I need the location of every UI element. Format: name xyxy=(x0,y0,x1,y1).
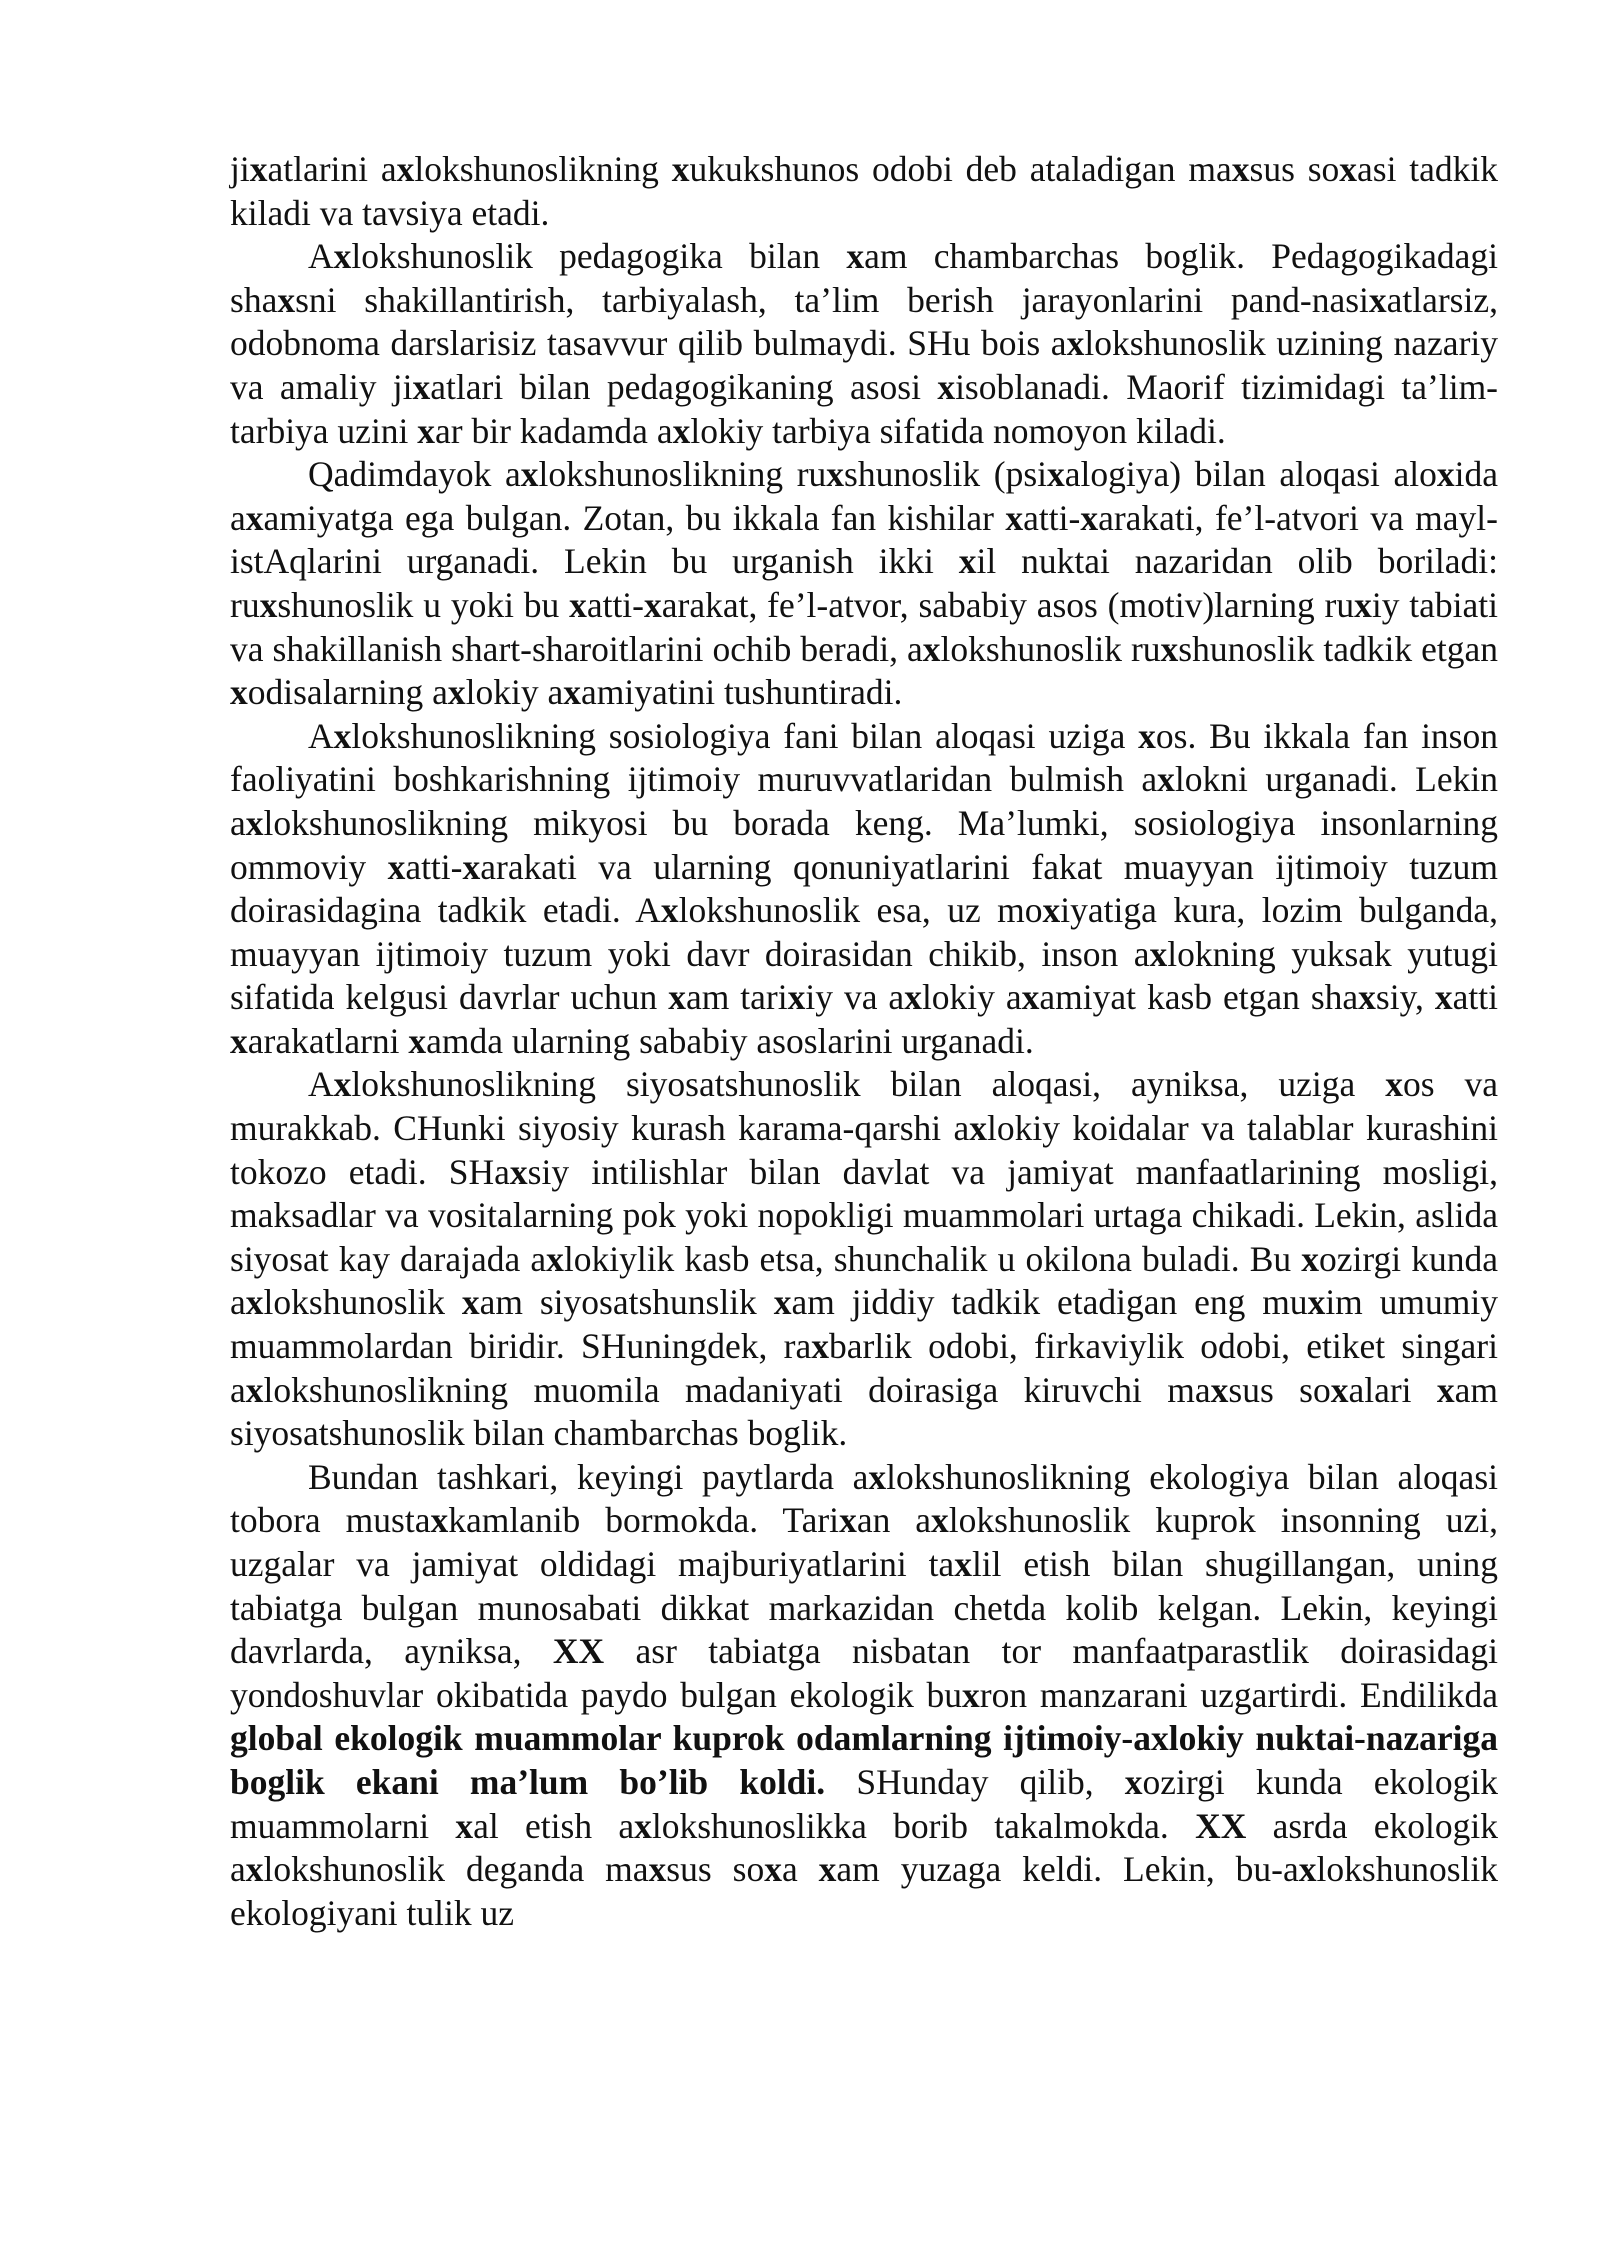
text-run: lokshunoslikning mikyosi bu borada keng. Ma’lumki, sosiologiya insonlarning ommoviy xyxy=(230,802,1498,887)
text-run: lokni urganadi. Lekin a xyxy=(230,759,1498,843)
bold-text-run: x xyxy=(846,236,865,277)
bold-text-run: x xyxy=(1080,497,1099,538)
bold-text-run: x xyxy=(1066,323,1085,364)
bold-text-run: x xyxy=(1436,454,1455,495)
text-run: lokshunoslik pedagogika bilan xyxy=(351,236,847,277)
bold-text-run: x xyxy=(417,410,436,451)
bold-text-run: x xyxy=(954,1544,972,1584)
text-run: lokshunoslik esa, uz mo xyxy=(678,890,1043,931)
bold-text-run: x xyxy=(396,149,415,189)
bold-text-run: x xyxy=(958,541,977,582)
bold-text-run: x xyxy=(868,1456,887,1497)
text-run: sus so xyxy=(666,1849,765,1890)
text-run: lokshunoslikning xyxy=(414,149,672,189)
text-run: lokiy koidalar va talablar kurashini tokozo etadi. SHa xyxy=(230,1108,1498,1192)
bold-text-run: x xyxy=(245,497,264,538)
text-run: arakat, fe’l-atvor, sababiy asos (motiv)larning ru xyxy=(661,584,1355,625)
text-run: iy tabiati va shakillanish shart-sharoitlarini ochib beradi, a xyxy=(230,584,1498,669)
bold-text-run: x xyxy=(1042,890,1061,931)
bold-text-run: x xyxy=(811,1326,829,1367)
bold-text-run: x xyxy=(333,236,352,277)
text-run: arakatlarni xyxy=(247,1020,409,1061)
bold-text-run: x xyxy=(1231,149,1250,189)
text-run: siy, xyxy=(1375,977,1435,1018)
text-run: lokiy a xyxy=(921,977,1022,1018)
bold-text-run: x xyxy=(546,1238,564,1279)
bold-text-run: x xyxy=(1157,759,1175,800)
text-run: sus so xyxy=(1249,149,1340,189)
text-run: lokshunoslik uzining nazariy va amaliy ji xyxy=(230,323,1498,407)
bold-text-run: x xyxy=(1005,497,1024,538)
text-run: a xyxy=(781,1849,819,1890)
text-run: Bundan tashkari, keyingi paytlarda a xyxy=(308,1456,869,1497)
text-run: il nuktai nazaridan olib boriladi: ru xyxy=(230,541,1498,625)
text-run: asr tabiatga nisbatan tor manfaatparastlik doirasidagi yondoshuvlar okibatida paydo bulgan ekologik bu xyxy=(230,1631,1499,1715)
bold-text-run: x xyxy=(1047,454,1065,495)
bold-text-run: x xyxy=(1021,977,1040,1018)
bold-text-run: x xyxy=(1124,1761,1143,1802)
bold-text-run: x xyxy=(569,584,587,625)
text-run: lokshunoslik deganda ma xyxy=(263,1849,649,1890)
bold-text-run: x xyxy=(520,454,539,495)
bold-text-run: x xyxy=(1354,584,1372,625)
bold-text-run: x xyxy=(1358,977,1376,1018)
paragraph-3 xyxy=(230,453,1498,715)
text-run: lokiy tarbiya sifatida nomoyon kiladi. xyxy=(690,410,1226,451)
paragraph-2 xyxy=(230,235,1498,453)
text-run: am tari xyxy=(685,977,788,1018)
bold-text-run: x xyxy=(826,454,845,495)
bold-text-run: x xyxy=(668,977,686,1018)
bold-text-run: x xyxy=(644,584,662,625)
text-run: atti- xyxy=(1023,497,1081,538)
bold-text-run: x xyxy=(1160,628,1179,669)
bold-text-run: x xyxy=(412,366,431,407)
bold-text-run: x xyxy=(230,672,248,713)
text-run: shunoslik tadkik etgan xyxy=(1178,628,1499,669)
bold-text-run: x xyxy=(1210,1369,1229,1410)
text-run: isoblanadi. Maorif tizimidagi ta’lim-tarbiya uzini xyxy=(230,366,1499,451)
bold-text-run: x xyxy=(1368,279,1387,320)
bold-text-run: x xyxy=(922,628,941,669)
paragraph-6 xyxy=(230,1456,1498,1936)
text-run: lokshunoslikka borib takalmokda. xyxy=(651,1805,1196,1846)
text-run: am chambarchas boglik. Pedagogikadagi sha xyxy=(230,236,1498,320)
bold-text-run: x xyxy=(408,1020,427,1061)
bold-text-run: x xyxy=(333,715,352,756)
text-run: barlik odobi, firkaviylik odobi, etiket singari a xyxy=(230,1326,1498,1410)
bold-text-run: x xyxy=(787,977,806,1018)
bold-text-run: x xyxy=(563,672,581,713)
text-run: lokshunoslik xyxy=(263,1282,462,1323)
text-run: os. Bu ikkala fan inson faoliyatini boshkarishning ijtimoiy muruvvatlaridan bulmish a xyxy=(230,715,1498,800)
bold-text-run: x xyxy=(1434,977,1453,1018)
text-run: am yuzaga keldi. Lekin, bu-a xyxy=(836,1849,1299,1890)
bold-text-run: x xyxy=(1301,1238,1319,1279)
bold-text-run: x xyxy=(904,977,922,1018)
text-run: arakati va ularning qonuniyatlarini fakat muayyan ijtimoiy tuzum doirasidagina tadkik etadi. A xyxy=(230,846,1499,931)
text-run: lokiy a xyxy=(465,672,564,713)
text-run: amiyatga ega bulgan. Zotan, bu ikkala fan kishilar xyxy=(263,497,1006,538)
text-run: atti- xyxy=(586,584,644,625)
bold-text-run: x xyxy=(430,1500,449,1541)
text-run: alari xyxy=(1348,1369,1437,1410)
text-run: SHunday qilib, xyxy=(825,1761,1125,1802)
bold-text-run: x xyxy=(462,846,481,887)
bold-text-run: x xyxy=(660,890,679,931)
text-run: lokshunoslikning muomila madaniyati doirasiga kiruvchi ma xyxy=(263,1369,1211,1410)
text-run: asi tadkik kiladi va tavsiya etadi. xyxy=(230,149,1498,233)
text-run: im umumiy muammolardan biridir. SHuningdek, ra xyxy=(230,1282,1498,1367)
bold-text-run: x xyxy=(447,672,466,713)
bold-text-run: x xyxy=(773,1282,792,1323)
text-run: am siyosatshunoslik bilan chambarchas boglik. xyxy=(230,1369,1498,1454)
text-run: shunoslik u yoki bu xyxy=(277,584,570,625)
text-run: iy va a xyxy=(805,977,905,1018)
text-run: sus so xyxy=(1228,1369,1331,1410)
text-run: lokiylik kasb etsa, shunchalik u okilona buladi. Bu xyxy=(563,1238,1302,1279)
bold-text-run: x xyxy=(1149,933,1168,974)
bold-text-run: x xyxy=(259,584,278,625)
bold-text-run: x xyxy=(245,1282,264,1323)
text-run: asrda ekologik a xyxy=(230,1805,1498,1890)
text-run: ron manzarani uzgartirdi. Endilikda xyxy=(979,1674,1498,1715)
bold-text-run: x xyxy=(634,1805,652,1846)
text-run: lokshunoslikning sosiologiya fani bilan aloqasi uziga xyxy=(351,715,1139,756)
bold-text-run: x xyxy=(1138,715,1156,756)
text-run: A xyxy=(308,1064,334,1105)
text-run: iyatiga kura, lozim bulganda, muayyan ijtimoiy tuzum yoki davr doirasidan chikib, inson a xyxy=(230,890,1499,974)
text-run: lokshunoslik kuprok insonning uzi, uzgalar va jamiyat oldidagi majburiyatlarini ta xyxy=(230,1500,1499,1584)
bold-text-run: x xyxy=(230,1020,248,1061)
text-run: ar bir kadamda a xyxy=(435,410,673,451)
text-run: lil etish bilan shugillangan, uning tabiatga bulgan munosabati dikkat markazidan chetda kolib kelgan. Lekin, keyingi davrlarda, ayniksa, xyxy=(230,1544,1498,1672)
bold-text-run: XX xyxy=(1195,1805,1247,1846)
text-run: shunoslik (psi xyxy=(844,454,1048,495)
text-run: lokshunoslikning ekologiya bilan aloqasi tobora musta xyxy=(230,1456,1498,1541)
bold-text-run: x xyxy=(962,1674,980,1715)
text-run: A xyxy=(308,236,334,277)
text-run: Qadimdayok a xyxy=(308,454,521,495)
text-run: am siyosatshunslik xyxy=(479,1282,774,1323)
bold-text-run: x xyxy=(461,1282,480,1323)
bold-text-run: x xyxy=(839,1500,857,1541)
text-run: an a xyxy=(856,1500,932,1541)
text-run: atlari bilan pedagogikaning asosi xyxy=(430,366,938,407)
text-run: ji xyxy=(230,149,250,189)
text-run: al etish a xyxy=(473,1805,635,1846)
text-run: lokning yuksak yutugi sifatida kelgusi davrlar uchun xyxy=(230,933,1498,1018)
bold-text-run: x xyxy=(333,1064,352,1105)
bold-text-run: x xyxy=(931,1500,949,1541)
bold-text-run: x xyxy=(1339,149,1358,189)
text-run: odisalarning a xyxy=(247,672,448,713)
bold-text-run: x xyxy=(245,1369,264,1410)
text-run: atlarsiz, odobnoma darslarisiz tasavvur qilib bulmaydi. SHu bois a xyxy=(230,279,1498,364)
bold-text-run: x xyxy=(509,1151,528,1192)
text-run: sni shakillantirish, tarbiyalash, ta’lim berish jarayonlarini pand-nasi xyxy=(295,279,1369,320)
text-run: atti- xyxy=(405,846,463,887)
paragraph-5 xyxy=(230,1063,1498,1455)
text-run: lokshunoslikning siyosatshunoslik bilan aloqasi, ayniksa, uziga xyxy=(351,1064,1386,1105)
text-run: alogiya) bilan aloqasi alo xyxy=(1064,454,1437,495)
paragraph-1 xyxy=(230,148,1498,235)
bold-text-run: x xyxy=(648,1849,667,1890)
bold-text-run: x xyxy=(249,149,268,189)
bold-text-run: x xyxy=(455,1805,474,1846)
text-run: arakati, fe’l-atvori va mayl-istAqlarini urganadi. Lekin bu urganish ikki xyxy=(230,497,1498,582)
bold-text-run: x xyxy=(1330,1369,1349,1410)
bold-text-run: x xyxy=(1298,1849,1317,1890)
text-run: ukukshunos odobi deb ataladigan ma xyxy=(689,149,1232,189)
text-run: ozirgi kunda ekologik muammolarni xyxy=(230,1761,1498,1846)
bold-text-run: x xyxy=(764,1849,782,1890)
text-run: lokshunoslik ekologiyani tulik uz xyxy=(230,1849,1498,1933)
bold-text-run: x xyxy=(1307,1282,1326,1323)
text-run: ida a xyxy=(230,454,1498,538)
bold-text-run: x xyxy=(277,279,296,320)
text-run: ozirgi kunda a xyxy=(230,1238,1498,1323)
text-run: os va murakkab. CHunki siyosiy kurash karama-qarshi a xyxy=(230,1064,1498,1149)
bold-text-run: x xyxy=(937,366,956,407)
bold-text-run: x xyxy=(245,802,264,843)
text-run: amiyat kasb etgan sha xyxy=(1039,977,1359,1018)
text-run: siy intilishlar bilan davlat va jamiyat manfaatlarining mosligi, maksadlar va vositalarning pok yoki nopokligi muammolari urtaga chikadi. Lekin, aslida siyosat kay darajada a xyxy=(230,1151,1499,1279)
document-page xyxy=(230,148,1498,1935)
bold-text-run: x xyxy=(387,846,406,887)
text-run: lokshunoslikning ru xyxy=(538,454,827,495)
paragraph-4 xyxy=(230,715,1498,1064)
text-run: kamlanib bormokda. Tari xyxy=(448,1500,840,1541)
text-run: atlarini a xyxy=(267,149,397,189)
text-run: atti xyxy=(1452,977,1498,1018)
bold-text-run: x xyxy=(818,1849,837,1890)
text-run: amda ularning sababiy asoslarini urganadi. xyxy=(426,1020,1034,1061)
bold-text-run: global ekologik muammolar kuprok odamlarning ijtimoiy-axlokiy nuktai-nazariga boglik ekani ma’lum bo’lib koldi. xyxy=(230,1718,1498,1802)
bold-text-run: x xyxy=(969,1108,988,1149)
bold-text-run: x xyxy=(245,1849,264,1890)
text-run: am jiddiy tadkik etadigan eng mu xyxy=(791,1282,1308,1323)
bold-text-run: x xyxy=(1385,1064,1403,1105)
bold-text-run: x xyxy=(672,410,691,451)
text-run: lokshunoslik ru xyxy=(940,628,1161,669)
bold-text-run: XX xyxy=(552,1631,605,1672)
text-run: amiyatini tushuntiradi. xyxy=(580,672,903,713)
text-run: A xyxy=(308,715,334,756)
bold-text-run: x xyxy=(1436,1369,1455,1410)
bold-text-run: x xyxy=(671,149,690,189)
